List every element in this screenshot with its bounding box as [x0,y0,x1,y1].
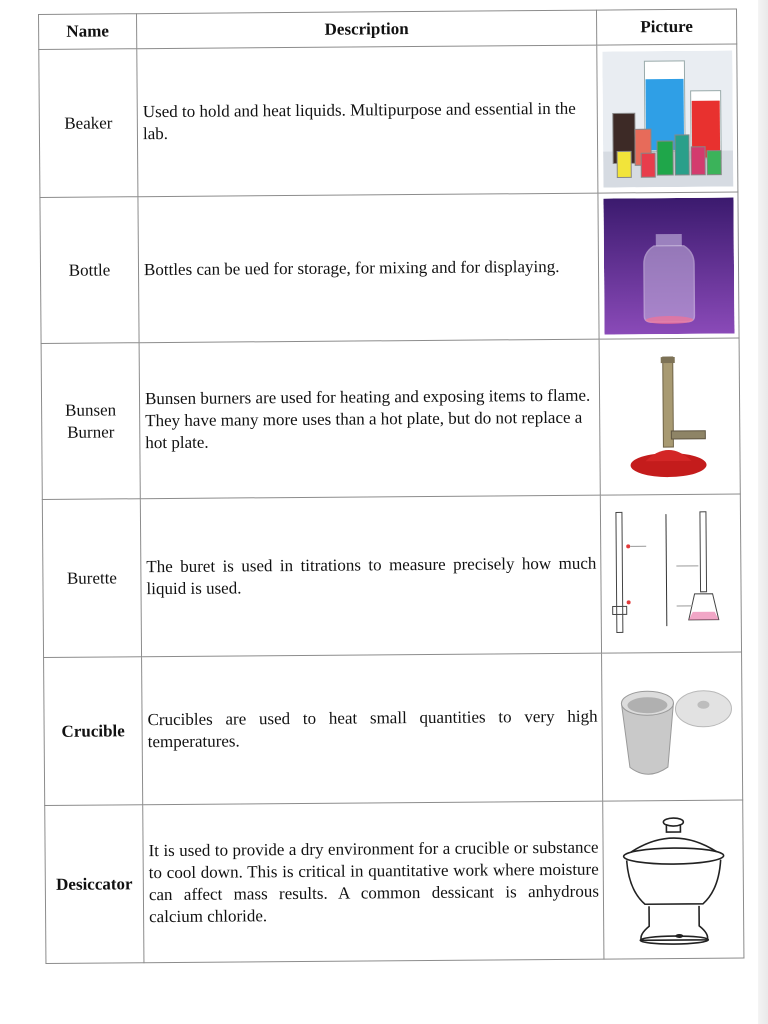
row-description: Bottles can be ued for storage, for mixing and for displaying. [138,193,599,343]
lab-equipment-table [38,9,744,964]
row-description: Crucibles are used to heat small quantities to very high temperatures. [142,653,603,805]
row-name: Crucible [44,657,143,806]
page-edge-shadow [758,0,768,1024]
row-picture [600,494,741,653]
document-page [38,9,743,964]
row-picture [599,338,740,495]
row-description: It is used to provide a dry environment for a crucible or substance to cool down. This is critical in quantitative work where moisture can affect mass results. A common dessicant is anhydrous calcium chloride. [143,801,604,963]
table-row [45,800,744,963]
table-row [40,192,739,343]
table-row [42,494,741,657]
row-description: Bunsen burners are used for heating and exposing items to flame. They have many more uses than a hot plate, but do not replace a hot plate. [139,339,600,499]
row-picture [597,44,738,193]
header-picture: Picture [596,9,736,45]
row-name: Desiccator [45,805,144,964]
table-row [44,652,743,805]
row-name: Bunsen Burner [41,343,140,500]
row-name: Burette [42,499,141,658]
row-description: The buret is used in titrations to measure precisely how much liquid is used. [140,495,601,657]
row-name: Beaker [39,49,138,198]
row-picture [598,192,739,339]
row-description: Used to hold and heat liquids. Multipurpose and essential in the lab. [137,45,598,197]
header-description: Description [137,10,597,49]
glass-bottle-photo-icon [603,197,734,334]
header-name: Name [39,14,137,50]
crucible-photo-icon [607,658,738,795]
row-name: Bottle [40,197,139,344]
row-picture [602,652,743,801]
table-row [39,44,738,197]
burette-diagram-icon [605,505,736,642]
bunsen-burner-photo-icon [604,348,735,485]
desiccator-drawing-icon [608,811,739,948]
row-picture [603,800,744,959]
beakers-photo-icon [602,50,733,187]
table-row [41,338,740,499]
table-header-row [39,9,737,49]
